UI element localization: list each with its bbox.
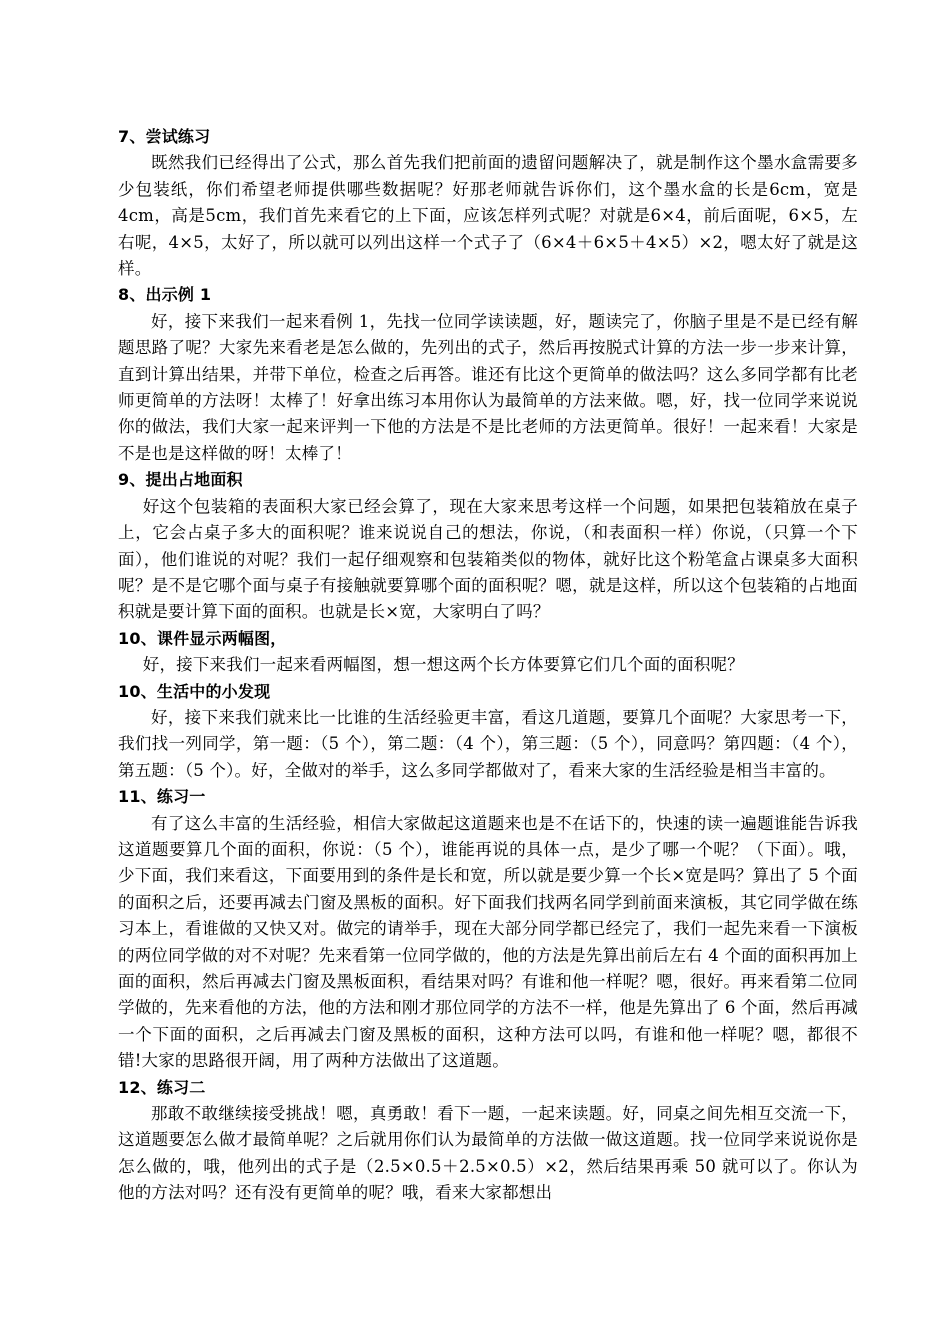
section-heading: 9、提出占地面积 xyxy=(118,470,243,490)
section-paragraph: 好，接下来我们一起来看两幅图，想一想这两个长方体要算它们几个面的面积呢？ xyxy=(142,655,744,675)
section-paragraph: 好，接下来我们就来比一比谁的生活经验更丰富，看这几道题，要算几个面呢？大家思考一下，我们找一列同学，第一题：（5 个），第二题：（4 个），第三题：（5 个），同意吗？第四题：（4 个），第五题：（5 个）。好，全做对的举手，这么多同学都做对了，看来大家的生活经验是相当丰富的。 xyxy=(118,707,858,780)
section-heading: 10、课件显示两幅图， xyxy=(118,628,287,648)
section-paragraph: 好，接下来我们一起来看例 1，先找一位同学读读题，好，题读完了，你脑子里是不是已经有解题思路了呢？大家先来看老是怎么做的，先列出的式子，然后再按脱式计算的方法一步一步来计算，直到计算出结果，并带下单位，检查之后再答。谁还有比这个更简单的做法吗？这么多同学都有比老师更简单的方法呀！太棒了！好拿出练习本用你认为最简单的方法来做。嗯，好，找一位同学来说说你的做法，我们大家一起来评判一下他的方法是不是比老师的方法更简单。很好！一起来看！大家是不是也是这样做的呀！太棒了！ xyxy=(118,311,858,463)
section-7 xyxy=(118,124,858,282)
section-11 xyxy=(118,784,858,1074)
section-heading: 7、尝试练习 xyxy=(118,127,211,146)
section-paragraph: 好这个包装箱的表面积大家已经会算了，现在大家来思考这样一个问题，如果把包装箱放在桌子上，它会占桌子多大的面积呢？谁来说说自己的想法，你说，（和表面积一样）你说，（只算一个下面），他们谁说的对呢？我们一起仔细观察和包装箱类似的物体，就好比这个粉笔盒占课桌多大面积呢？是不是它哪个面与桌子有接触就要算哪个面的面积呢？嗯，就是这样，所以这个包装箱的占地面积就是要计算下面的面积。也就是长×宽，大家明白了吗？ xyxy=(118,496,858,622)
section-heading: 12、练习二 xyxy=(118,1077,206,1097)
document-page xyxy=(118,124,858,1207)
section-12 xyxy=(118,1075,858,1207)
section-paragraph: 那敢不敢继续接受挑战！嗯，真勇敢！看下一题，一起来读题。好，同桌之间先相互交流一下，这道题要怎么做才最简单呢？之后就用你们认为最简单的方法做一做这道题。找一位同学来说说你是怎么做的，哦，他列出的式子是（2.5×0.5＋2.5×0.5）×2，然后结果再乘 50 就可以了。你认为他的方法对吗？还有没有更简单的呢？哦，看来大家都想出 xyxy=(118,1104,858,1203)
section-heading: 11、练习一 xyxy=(118,787,206,807)
section-9 xyxy=(118,467,858,625)
section-paragraph: 有了这么丰富的生活经验，相信大家做起这道题来也是不在话下的，快速的读一遍题谁能告诉我这道题要算几个面的面积，你说：（5 个），谁能再说的具体一点，是少了哪一个呢？（下面）。哦，少下面，我们来看这，下面要用到的条件是长和宽，所以就是要少算一个长×宽是吗？算出了 5 个面的面积之后，还要再减去门窗及黑板的面积。好下面我们找两名同学到前面来演板，其它同学做在练习本上，看谁做的又快又对。做完的请举手，现在大部分同学都已经完了，我们一起先来看一下演板的两位同学做的对不对呢？先来看第一位同学做的，他的方法是先算出前后左右 4 个面的面积再加上面的面积，然后再减去门窗及黑板面积，看结果对吗？有谁和他一样呢？嗯，很好。再来看第二位同学做的，先来看他的方法，他的方法和刚才那位同学的方法不一样，他是先算出了 6 个面，然后再减一个下面的面积，之后再减去门窗及黑板的面积，这种方法可以吗，有谁和他一样呢？嗯，都很不错!大家的思路很开阔，用了两种方法做出了这道题。 xyxy=(118,813,858,1071)
section-heading: 8、出示例 1 xyxy=(118,285,212,305)
section-paragraph: 既然我们已经得出了公式，那么首先我们把前面的遗留问题解决了，就是制作这个墨水盒需要多少包装纸，你们希望老师提供哪些数据呢？好那老师就告诉你们，这个墨水盒的长是6cm，宽是4cm，高是5cm，我们首先来看它的上下面，应该怎样列式呢？对就是6×4，前后面呢，6×5，左右呢，4×5，太好了，所以就可以列出这样一个式子了（6×4＋6×5＋4×5）×2，嗯太好了就是这样。 xyxy=(118,153,858,279)
section-8 xyxy=(118,282,858,467)
section-10b xyxy=(118,679,858,785)
section-10a xyxy=(118,626,858,679)
section-heading: 10、生活中的小发现 xyxy=(118,681,271,701)
